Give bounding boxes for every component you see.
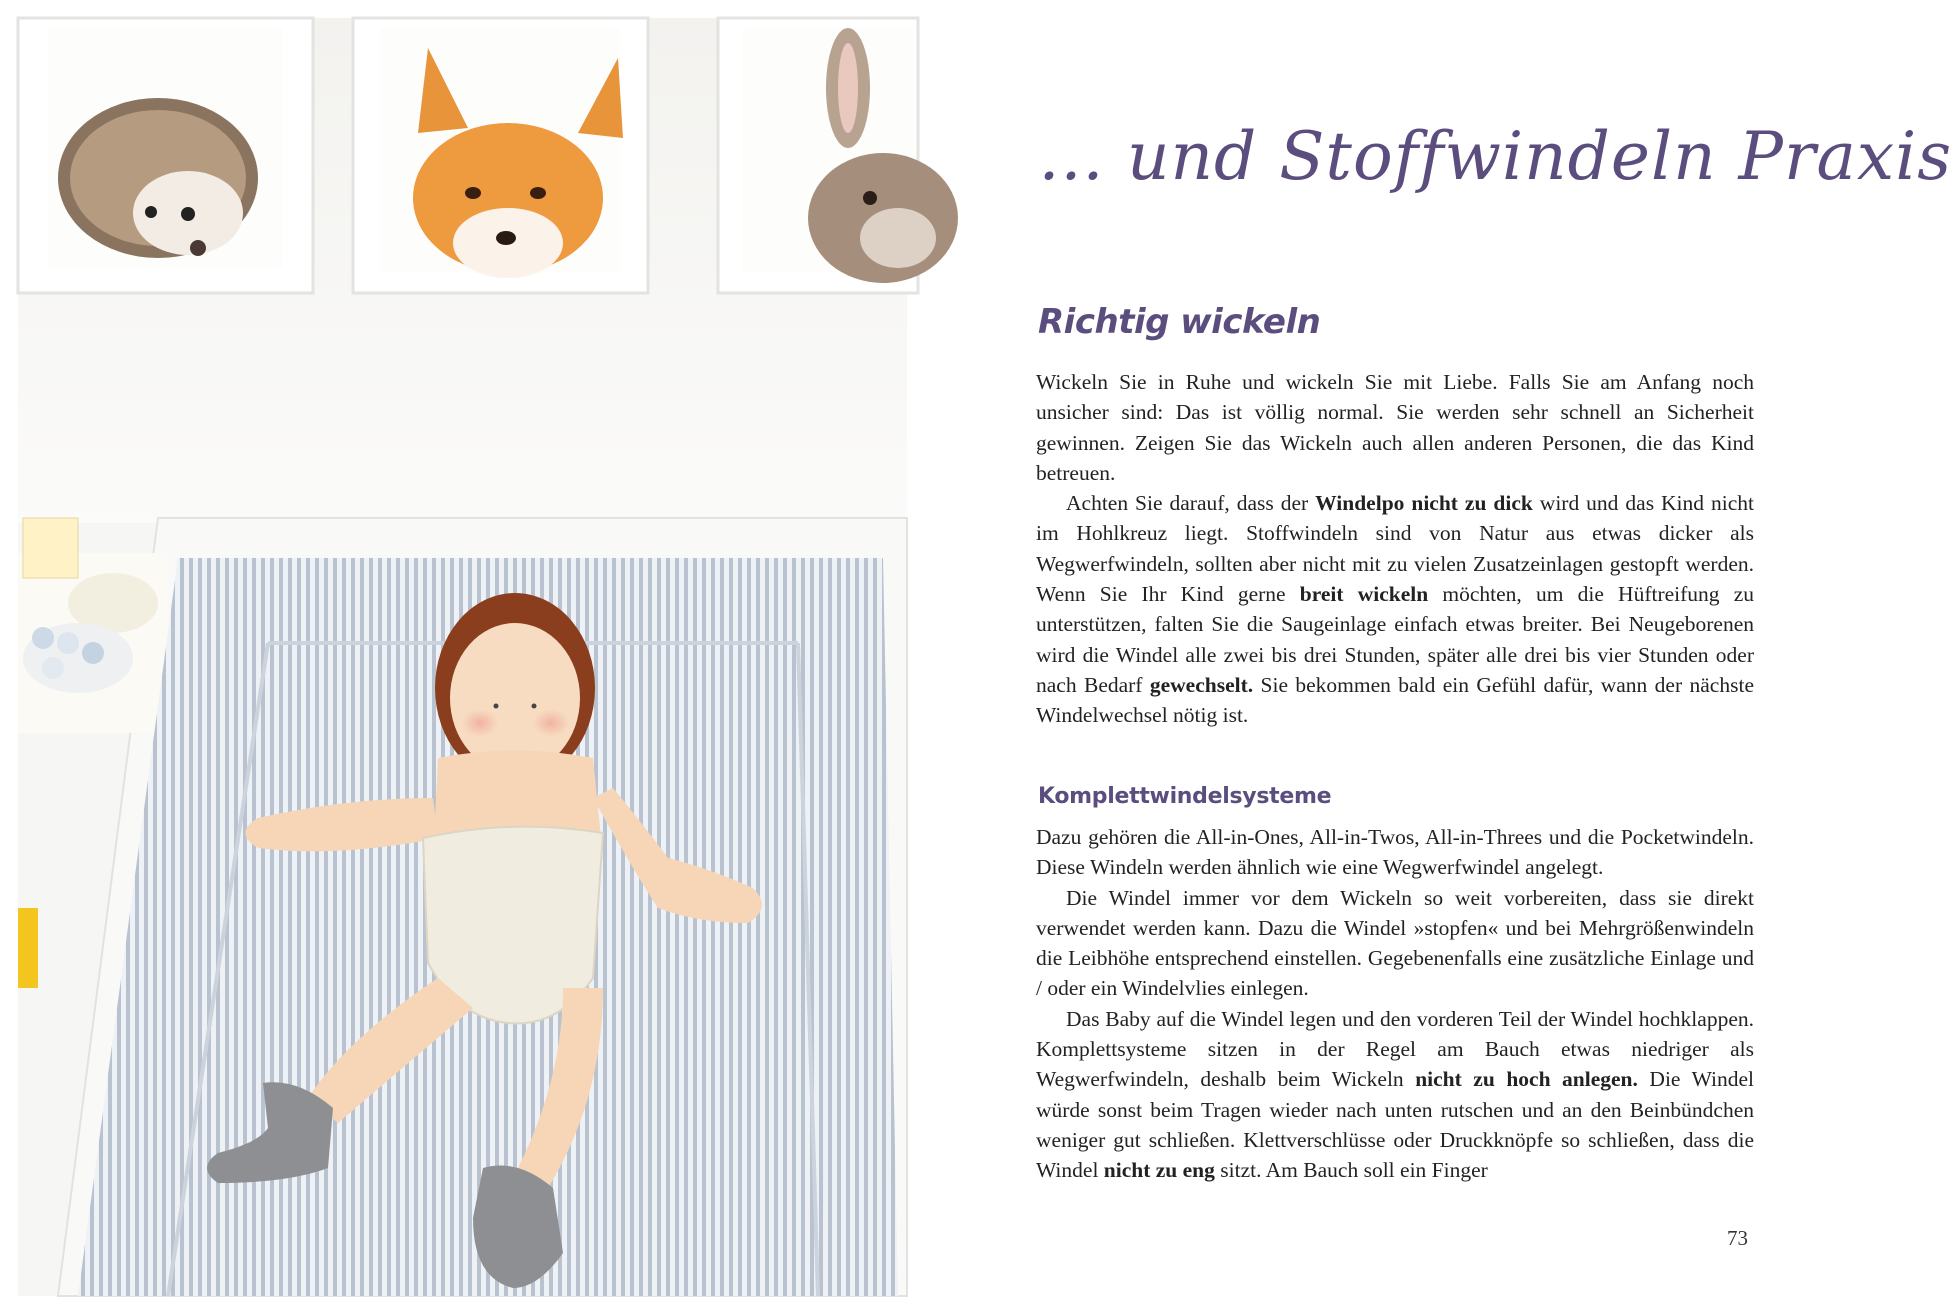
- hedgehog-picture: [18, 18, 313, 293]
- changing-table-photo: [18, 18, 907, 1296]
- paragraph: [1036, 822, 1754, 883]
- rabbit-picture: [718, 18, 958, 293]
- text-run: sitzt. Am Bauch soll ein Finger: [1214, 1158, 1488, 1183]
- paragraph: [1036, 883, 1754, 1004]
- bold-phrase: Windelpo nicht zu dick: [1315, 491, 1533, 516]
- subsection-body: [1036, 822, 1754, 1186]
- paragraph: [1036, 1004, 1754, 1186]
- page-title: … und Stoffwindeln Praxis: [1038, 118, 1952, 195]
- section-body: [1036, 367, 1754, 731]
- photo-illustration: [18, 18, 907, 1296]
- text-run: möchten, um die Hüftreifung zu unterstützen, falten Sie die Saugeinlage einfach etwas breiter. Bei Neugeborenen wird die Windel alle zwei bis drei Stunden, später alle drei bis vier Stunden oder nach Bedarf: [1036, 582, 1754, 697]
- fox-picture: [353, 18, 648, 293]
- text-run: Die Windel immer vor dem Wickeln so weit vorbereiten, dass sie direkt verwendet werden kann. Dazu die Windel »stopfen« und bei Mehrgrößenwindeln die Leibhöhe entsprechend einstellen. Gegebenenfalls eine zusätzliche Einlage und / oder ein Windelvlies einlegen.: [1036, 885, 1754, 1001]
- paragraph: [1036, 488, 1754, 730]
- text-run: wird und das Kind nicht im Hohlkreuz liegt. Stoffwindeln sind von Natur aus etwas dicker als Wegwerfwindeln, sollten aber nicht mit zu vielen Zusatzeinlagen gestopft werden. Wenn Sie Ihr Kind gerne: [1036, 491, 1754, 607]
- text-run: Sie bekommen bald ein Gefühl dafür, wann der nächste Windelwechsel nötig ist.: [1036, 672, 1754, 728]
- section-heading: Richtig wickeln: [1038, 302, 1321, 342]
- bold-phrase: breit wickeln: [1299, 582, 1429, 607]
- text-run: Das Baby auf die Windel legen und den vorderen Teil der Windel hochklappen. Komplettsysteme sitzen in der Regel am Bauch etwas niedriger als Wegwerfwindeln, deshalb beim Wickeln: [1036, 1006, 1754, 1092]
- text-run: Wickeln Sie in Ruhe und wickeln Sie mit Liebe. Falls Sie am Anfang noch unsicher sind: Das ist völlig normal. Sie werden sehr schnell an Sicherheit gewinnen. Zeigen Sie das Wickeln auch allen anderen Personen, die das Kind betreuen.: [1036, 370, 1754, 485]
- subsection-heading: Komplettwindelsysteme: [1038, 784, 1332, 809]
- text-run: Dazu gehören die All-in-Ones, All-in-Twos, All-in-Threes und die Pocketwindeln. Diese Windeln werden ähnlich wie eine Wegwerfwindel angelegt.: [1036, 825, 1754, 880]
- paragraph: [1036, 367, 1754, 488]
- bold-phrase: nicht zu hoch anlegen.: [1415, 1067, 1638, 1092]
- bold-phrase: gewechselt.: [1149, 672, 1254, 697]
- text-run: Achten Sie darauf, dass der: [1066, 491, 1316, 516]
- page-number: 73: [1727, 1226, 1748, 1250]
- text-run: Die Windel würde sonst beim Tragen wieder nach unten rutschen und an den Beinbündchen weniger gut schließen. Klettverschlüsse oder Druckknöpfe so schließen, dass die Windel: [1036, 1067, 1755, 1183]
- text-page: [1030, 0, 1952, 1299]
- bold-phrase: nicht zu eng: [1103, 1158, 1215, 1183]
